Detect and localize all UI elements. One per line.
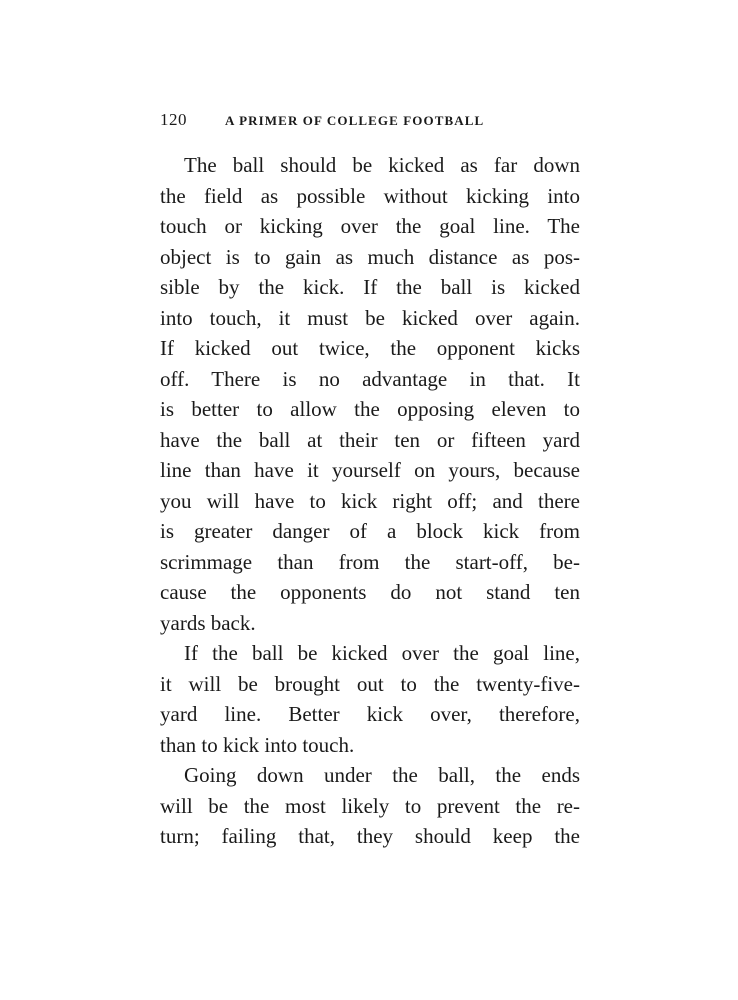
running-head (160, 110, 580, 134)
running-title: A PRIMER OF COLLEGE FOOTBALL (225, 113, 485, 128)
text-line: yard line. Better kick over, therefore, (160, 702, 580, 726)
text-line: is greater danger of a block kick from (160, 519, 580, 543)
text-line: touch or kicking over the goal line. The (160, 214, 580, 238)
body-text (160, 150, 580, 852)
text-line: off. There is no advantage in that. It (160, 366, 580, 391)
page-number: 120 (160, 110, 187, 129)
text-line: have the ball at their ten or fifteen yard (160, 427, 580, 452)
paragraph (160, 638, 580, 760)
text-line: you will have to kick right off; and there (160, 488, 580, 513)
text-line: yards back. (160, 610, 256, 635)
text-line: cause the opponents do not stand ten (160, 580, 580, 604)
text-line: into touch, it must be kicked over again. (160, 305, 580, 330)
text-line: will be the most likely to prevent the re- (160, 793, 580, 818)
text-line: sible by the kick. If the ball is kicked (160, 275, 580, 299)
paragraph (160, 760, 580, 852)
text-line: If kicked out twice, the opponent kicks (160, 336, 580, 360)
paragraph (160, 150, 580, 638)
text-line: the field as possible without kicking into (160, 183, 580, 208)
text-line: scrimmage than from the start-off, be- (160, 549, 580, 574)
text-line: If the ball be kicked over the goal line, (184, 641, 580, 665)
text-line: turn; failing that, they should keep the (160, 824, 580, 848)
text-line: The ball should be kicked as far down (184, 153, 580, 177)
text-line: Going down under the ball, the ends (184, 763, 580, 787)
text-line: is better to allow the opposing eleven to (160, 397, 580, 421)
text-line: object is to gain as much distance as pos- (160, 244, 580, 269)
text-line: than to kick into touch. (160, 732, 355, 757)
text-line: line than have it yourself on yours, because (160, 458, 580, 482)
text-line: it will be brought out to the twenty-five- (160, 671, 580, 696)
